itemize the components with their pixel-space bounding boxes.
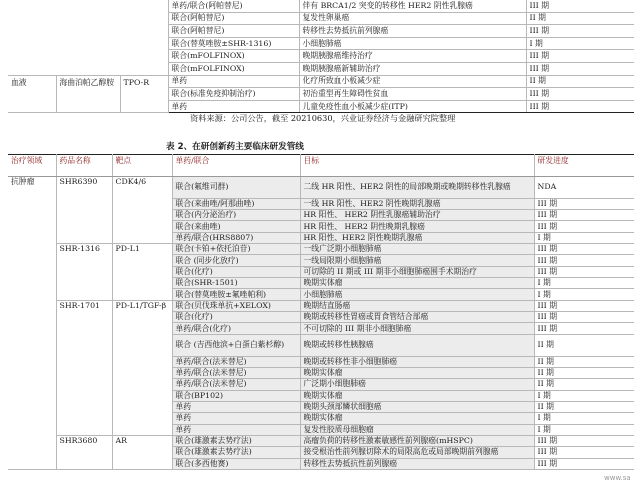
indication-cell: 晚期实体瘤 [300,278,534,289]
combo-cell: 联合(BP102) [172,390,300,401]
combo-cell: 联合(阿帕替尼) [168,12,299,25]
phase-cell: III 期 [526,88,634,101]
source-note: 资料来源：公司公告，截至 20210630，兴业证券经济与金融研究院整理 [190,113,456,123]
drug-cell: SHR6390 [56,177,112,244]
phase-cell: I 期 [534,390,634,401]
phase-cell: III 期 [534,266,634,277]
indication-cell: 接受根治性前列腺切除术的局限高危或局部晚期前列腺癌 [300,447,534,458]
indication-cell: 晚期胰腺癌维持治疗 [299,50,526,63]
combo-cell: 联合(化疗) [172,266,300,277]
indication-cell: 儿童免疫性血小板减少症(ITP) [299,100,526,113]
combo-cell: 联合 (吉西他滨+白蛋白紫杉醇) [172,334,300,356]
drug-cell: SHR-1701 [56,300,112,435]
combo-cell: 单药 [168,75,299,88]
indication-cell: 晚期头颈部鳞状细胞癌 [300,401,534,412]
indication-cell: 晚期或转移性非小细胞肺癌 [300,356,534,367]
indication-cell: 晚期胰腺癌新辅助治疗 [299,62,526,75]
combo-cell: 联合(内分泌治疗) [172,210,300,221]
indication-cell: 可切除的 II 期或 III 期非小细胞肺癌围手术期治疗 [300,266,534,277]
table-row [8,75,634,88]
table-2-title: 表 2、在研创新药主要临床研发管线 [166,142,304,152]
phase-cell: III 期 [534,458,634,469]
indication-cell: 小细胞肺癌 [300,289,534,300]
table-row [8,177,634,199]
indication-cell: 晚期或转移性胃癌或胃食管结合部癌 [300,312,534,323]
indication-cell: 晚期实体瘤 [300,367,534,378]
header-target: 靶点 [112,155,172,177]
target-cell: AR [112,435,172,469]
phase-cell: II 期 [534,356,634,367]
indication-cell: 一线广泛期小细胞肺癌 [300,244,534,255]
indication-cell: 一线 HR 阳性、HER2 阴性晚期乳腺癌 [300,198,534,209]
phase-cell: III 期 [534,447,634,458]
phase-cell: I 期 [534,278,634,289]
indication-cell: 伴有 BRCA1/2 突变的转移性 HER2 阴性乳腺癌 [299,0,526,12]
phase-cell: II 期 [526,12,634,25]
combo-cell: 联合(贝伐珠单抗+XELOX) [172,300,300,311]
combo-cell: 单药 [172,401,300,412]
combo-cell: 单药/联合(法米替尼) [172,379,300,390]
area-cell: 抗肿瘤 [8,177,56,470]
indication-cell: 小细胞肺癌 [299,37,526,50]
target-cell: TPO-R [120,75,168,113]
indication-cell: 复发性卵巢癌 [299,12,526,25]
indication-cell: 初治重型再生障碍性贫血 [299,88,526,101]
indication-cell: 晚期实体瘤 [300,413,534,424]
phase-cell: I 期 [534,413,634,424]
indication-cell: 广泛期小细胞肺癌 [300,379,534,390]
combo-cell: 联合(雄激素去势疗法) [172,447,300,458]
indication-cell: 晚期实体瘤 [300,390,534,401]
combo-cell: 联合(mFOLFINOX) [168,62,299,75]
indication-cell: 转移性去势抵抗前列腺癌 [299,25,526,38]
combo-cell: 单药/联合(法米替尼) [172,356,300,367]
table-row [8,435,634,446]
table-header-row [8,155,634,177]
phase-cell: NDA [534,177,634,199]
phase-cell: III 期 [534,323,634,334]
phase-cell: III 期 [534,255,634,266]
combo-cell: 联合(雄激素去势疗法) [172,435,300,446]
combo-cell: 联合(阿帕替尼) [168,25,299,38]
phase-cell: III 期 [534,244,634,255]
indication-cell: 高瘤负荷的转移性激素敏感性前列腺癌(mHSPC) [300,435,534,446]
phase-cell: III 期 [534,300,634,311]
header-indication: 目标 [300,155,534,177]
table-row [8,244,634,255]
phase-cell: II 期 [534,367,634,378]
header-phase: 研发进度 [534,155,634,177]
phase-cell: III 期 [526,50,634,63]
phase-cell: III 期 [534,312,634,323]
phase-cell: II 期 [526,75,634,88]
header-combo: 单药/联合 [172,155,300,177]
indication-cell: 复发性胶质母细胞瘤 [300,424,534,435]
combo-cell: 单药/联合(HRS8807) [172,232,300,243]
combo-cell: 联合(mFOLFINOX) [168,50,299,63]
phase-cell: I 期 [526,37,634,50]
indication-cell: 转移性去势抵抗性前列腺癌 [300,458,534,469]
combo-cell: 联合(氟维司群) [172,177,300,199]
phase-cell: III 期 [526,0,634,12]
target-cell: PD-L1 [112,244,172,301]
phase-cell: II 期 [534,379,634,390]
combo-cell: 联合(来曲唑) [172,221,300,232]
combo-cell: 联合(卡铂+依托泊苷) [172,244,300,255]
phase-cell: I 期 [534,424,634,435]
combo-cell: 联合(多西他赛) [172,458,300,469]
indication-cell: 不可切除的 III 期非小细胞肺癌 [300,323,534,334]
phase-cell: III 期 [534,221,634,232]
drug-cell: SHR-1316 [56,244,112,301]
combo-cell: 联合(替莫唑胺±SHR-1316) [168,37,299,50]
phase-cell: III 期 [526,62,634,75]
table-row [8,300,634,311]
phase-cell: I 期 [534,289,634,300]
pipeline-table [8,154,634,470]
target-cell: CDK4/6 [112,177,172,244]
drug-cell: 海曲泊帕乙醇胺 [56,75,120,113]
header-area: 治疗领域 [8,155,56,177]
indication-cell: 化疗所致血小板减少症 [299,75,526,88]
combo-cell: 单药/联合(化疗) [172,323,300,334]
phase-cell: III 期 [526,100,634,113]
indication-cell: 晚期结直肠癌 [300,300,534,311]
drug-cell: SHR3680 [56,435,112,469]
phase-cell: III 期 [534,210,634,221]
phase-cell: II 期 [534,401,634,412]
table-row [8,0,634,12]
indication-cell: 二线 HR 阳性、HER2 阴性的局部晚期或晚期转移性乳腺癌 [300,177,534,199]
indication-cell: HR 阳性、 HER2 阴性晚期乳腺癌 [300,221,534,232]
phase-cell: III 期 [534,435,634,446]
phase-cell: I 期 [534,232,634,243]
watermark: www.sa [604,474,631,482]
header-drug: 药品名称 [56,155,112,177]
combo-cell: 单药 [172,424,300,435]
indication-cell: 晚期或转移性胰腺癌 [300,334,534,356]
indication-cell: 一线局限期小细胞肺癌 [300,255,534,266]
combo-cell: 联合(替莫唑胺±氟唑帕利) [172,289,300,300]
combo-cell: 单药/联合(法米替尼) [172,367,300,378]
indication-cell: HR 阳性、HER2 阴性晚期乳腺癌 [300,232,534,243]
table-1-continued [8,0,634,113]
combo-cell: 单药/联合(阿帕替尼) [168,0,299,12]
phase-cell: III 期 [526,25,634,38]
indication-cell: HR 阳性、 HER2 阴性乳腺癌辅助治疗 [300,210,534,221]
combo-cell: 联合(SHR-1501) [172,278,300,289]
combo-cell: 联合(化疗) [172,312,300,323]
combo-cell: 联合(标准免疫抑制治疗) [168,88,299,101]
target-cell: PD-L1/TGF-β [112,300,172,435]
combo-cell: 单药 [172,413,300,424]
area-cell: 血液 [8,75,56,113]
combo-cell: 联合 (同步化放疗) [172,255,300,266]
combo-cell: 单药 [168,100,299,113]
phase-cell: III 期 [534,198,634,209]
phase-cell: II 期 [534,334,634,356]
combo-cell: 联合(来曲唑/阿那曲唑) [172,198,300,209]
